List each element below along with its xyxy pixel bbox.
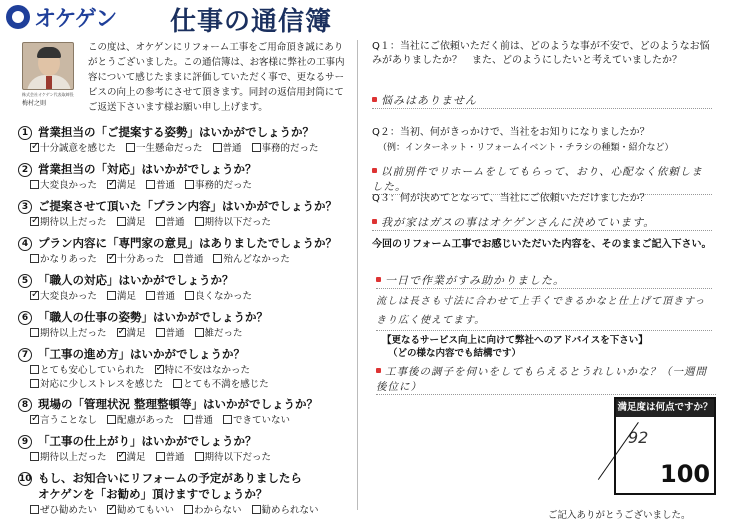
checkbox-icon[interactable] [30,180,39,189]
checkbox-icon[interactable] [107,291,116,300]
question-number: 9 [18,435,32,449]
option[interactable] [107,415,174,426]
satisfaction-max: 100 [660,460,711,488]
option[interactable] [213,254,290,265]
option-label: 普通 [222,143,242,154]
checkbox-icon[interactable] [223,415,232,424]
option[interactable] [117,328,146,339]
option-label: 言うことなし [40,415,98,426]
checkbox-icon[interactable] [30,254,39,263]
page-title: 仕事の通信簿 [170,7,333,37]
thanks-text: ご記入ありがとうございました。 [548,510,691,521]
option-row [18,251,354,265]
question-text [18,309,354,325]
checkbox-icon[interactable] [107,415,116,424]
option-label: 大変良かった [40,180,98,191]
option[interactable] [146,291,175,302]
option[interactable] [30,180,97,191]
question-7 [18,346,354,390]
satisfaction-score: 92 [628,428,649,447]
option[interactable] [30,217,107,228]
option-label: 満足 [117,291,137,302]
option-label: 普通 [156,180,176,191]
option-row [18,449,354,463]
checkbox-icon[interactable] [30,452,39,461]
option[interactable] [195,328,243,339]
option-label: 普通 [156,291,176,302]
option[interactable] [30,505,97,516]
option-label: 期待以上だった [40,328,107,339]
option[interactable] [30,143,116,154]
advice-question: 【更なるサービス向上に向けて弊社へのアドバイスを下さい】 [382,335,648,346]
q3-text: Q３：何が決めてとなって、当社にご依頼いただけましたか？ [372,193,650,204]
checkbox-icon[interactable] [252,505,261,514]
option-label: 事務的だった [195,180,253,191]
checkbox-icon[interactable] [185,180,194,189]
checkbox-icon[interactable] [213,254,222,263]
option[interactable] [174,254,203,265]
question-text [18,433,354,449]
option[interactable] [185,291,252,302]
question-label: 「工事の仕上がり」はいかがでしょうか？ [38,434,257,448]
question-text [18,346,354,362]
option-label: とても安心していられた [40,365,145,376]
question-label: 「職人の対応」はいかがでしょうか？ [38,273,234,287]
checkbox-icon[interactable] [30,365,39,374]
question-label: 営業担当の「対応」はいかがでしょうか？ [38,162,257,176]
option-row [18,325,354,339]
option-row [18,214,354,228]
q1-text: Q１：当社にご依頼いただく前は、どのような事が不安で、どのようなお悩みがありましたか？ また、どのようにしたいと考えていましたか？ [372,41,710,66]
option[interactable] [126,143,203,154]
question-text [18,124,354,140]
option-label: 大変良かった [40,291,98,302]
checkbox-icon[interactable] [156,328,165,337]
checkbox-icon[interactable] [126,143,135,152]
option-label: 満足 [126,452,146,463]
option[interactable] [223,415,290,426]
option-label: 十分あった [116,254,165,265]
option[interactable] [156,217,185,228]
q2-text: Q２：当初、何がきっかけで、当社をお知りになりましたか？ [372,127,650,138]
question-number: 2 [18,163,32,177]
checkbox-icon[interactable] [184,505,193,514]
option-label: 普通 [165,217,185,228]
option-label: 普通 [165,328,185,339]
option[interactable] [195,452,272,463]
question-text [18,198,354,214]
checked-checkbox-icon[interactable] [30,143,39,152]
checkbox-icon[interactable] [213,143,222,152]
checkbox-icon[interactable] [174,254,183,263]
option-label: 満足 [117,180,137,191]
option-row [18,362,354,376]
option-label: 対応に少しストレスを感じた [40,379,164,390]
question-label: 営業担当の「ご提案する姿勢」はいかがでしょうか？ [38,125,314,139]
option-label: 特に不安はなかった [164,365,251,376]
option[interactable] [184,505,242,516]
checkbox-icon[interactable] [184,415,193,424]
checkbox-icon[interactable] [146,291,155,300]
checkbox-icon[interactable] [195,328,204,337]
option[interactable] [107,180,136,191]
option[interactable] [30,328,107,339]
option-label: 勧められない [261,505,319,516]
impressions-answer-1: 一日で作業がすみ助かりました。 [376,272,712,289]
option[interactable] [107,254,164,265]
option-row [18,376,354,390]
logo-mark-icon [6,5,30,29]
option-label: 雑だった [204,328,243,339]
logo-text: オケゲン [34,7,117,32]
option[interactable] [30,415,97,426]
advice-question-note: （どの様な内容でも結構です） [388,348,522,359]
option-label: 普通 [165,452,185,463]
option-label: とても不満を感じた [183,379,269,390]
question-4 [18,235,354,265]
option-row [18,140,354,154]
option-label: 期待以下だった [204,217,272,228]
question-text [18,470,354,486]
option-label: 普通 [184,254,204,265]
q2-note: （例：インターネット・リフォームイベント・チラシの種類・紹介など） [378,143,674,153]
question-text [18,396,354,412]
q2-answer: 以前別件でリホームをしてもらって、おり、心配なく依頼しました。 [372,164,712,195]
option-label: 満足 [126,328,146,339]
option-label: 期待以上だった [40,452,107,463]
option[interactable] [185,180,252,191]
option-label: かなりあった [40,254,97,265]
question-text [18,235,354,251]
president-name: 梅村之則 [22,100,47,107]
question-label: 「職人の仕事の姿勢」はいかがでしょうか？ [38,310,268,324]
option[interactable] [107,291,136,302]
question-text [18,161,354,177]
checkbox-icon[interactable] [30,505,39,514]
question-label: ご提案させて頂いた「プラン内容」はいかがでしょうか？ [38,199,337,213]
q3-answer: 我が家はガスの事はオケゲンさんに決めています。 [372,214,712,231]
option[interactable] [30,452,107,463]
checked-checkbox-icon[interactable] [107,254,116,263]
checkbox-icon[interactable] [156,452,165,461]
checkbox-icon[interactable] [195,217,204,226]
question-label: プラン内容に「専門家の意見」はありましたでしょうか？ [38,236,337,250]
question-1 [18,124,354,154]
checkbox-icon[interactable] [252,143,261,152]
question-3 [18,198,354,228]
option-label: 殆んどなかった [223,254,290,265]
option-label: 十分誠意を感じた [40,143,117,154]
option-label: わからない [194,505,242,516]
question-number: 1 [18,126,32,140]
question-number: 8 [18,398,32,412]
question-6 [18,309,354,339]
option-label: 良くなかった [195,291,253,302]
question-number: 7 [18,348,32,362]
option[interactable] [195,217,272,228]
question-label: 現場の「管理状況 整理整頓等」はいかがでしょうか？ [38,397,319,411]
checked-checkbox-icon[interactable] [30,217,39,226]
option-label: 事務的だった [261,143,319,154]
checkbox-icon[interactable] [173,379,182,388]
checked-checkbox-icon[interactable] [107,505,116,514]
option-label: 配慮があった [117,415,174,426]
question-10 [18,470,354,516]
checkbox-icon[interactable] [195,452,204,461]
checkbox-icon[interactable] [185,291,194,300]
impressions-question: 今回のリフォーム工事でお感じいただいた内容を、そのままご記入下さい。 [372,239,712,250]
question-number: 3 [18,200,32,214]
checked-checkbox-icon[interactable] [155,365,164,374]
option[interactable] [173,379,269,390]
q1-answer: 悩みはありません [372,92,712,109]
option-row [18,177,354,191]
question-2 [18,161,354,191]
question-label: 「工事の進め方」はいかがでしょうか？ [38,347,245,361]
option[interactable] [213,143,242,154]
option-label: 満足 [126,217,146,228]
checked-checkbox-icon[interactable] [117,328,126,337]
option[interactable] [30,254,97,265]
checkbox-icon[interactable] [146,180,155,189]
option-label: 一生懸命だった [136,143,203,154]
option-label: 期待以下だった [204,452,272,463]
checked-checkbox-icon[interactable] [117,452,126,461]
question-number: 6 [18,311,32,325]
checkbox-icon[interactable] [30,328,39,337]
divider [357,40,358,510]
advice-answer: 工事後の調子を伺いをしてもらえるとうれしいかな？（一週間後位に） [376,364,716,395]
option[interactable] [30,365,145,376]
intro-text: この度は、オケゲンにリフォーム工事をご用命頂き誠にありがとうございました。この通信簿は、お客様に弊社の工事内容について感じたままに評価していただく事で、更なるサービスの向上の参考にさせて頂きます。同封の返信用封筒にてご返送下さいます様お願い申し上げます。 [88,42,345,113]
option-label: できていない [232,415,290,426]
option-row [18,412,354,426]
option-label: 勧めてもいい [117,505,175,516]
option-row [18,288,354,302]
president-photo [22,42,74,90]
option[interactable] [252,505,319,516]
option-label: ぜひ勧めたい [40,505,98,516]
question-text [18,272,354,288]
checkbox-icon[interactable] [156,217,165,226]
option[interactable] [107,505,174,516]
option[interactable] [155,365,251,376]
question-number: 4 [18,237,32,251]
question-8 [18,396,354,426]
checkbox-icon[interactable] [117,217,126,226]
checkbox-icon[interactable] [30,379,39,388]
question-5 [18,272,354,302]
satisfaction-title: 満足度は何点ですか？ [616,399,714,417]
option[interactable] [156,452,185,463]
question-9 [18,433,354,463]
option[interactable] [252,143,319,154]
option-row [18,502,354,516]
checked-checkbox-icon[interactable] [30,415,39,424]
president-caption: 株式会社オケゲン代表取締役 [22,92,74,97]
option[interactable] [117,217,146,228]
option-label: 普通 [193,415,213,426]
question-label: もし、お知合いにリフォームの予定がありましたら [38,471,302,485]
option[interactable] [156,328,185,339]
option[interactable] [30,291,97,302]
question-number: 10 [19,474,32,484]
option[interactable] [30,379,163,390]
question-label-line2: オケゲンを「お勧め」頂けますでしょうか？ [38,487,268,501]
option[interactable] [146,180,175,191]
checked-checkbox-icon[interactable] [30,291,39,300]
option-label: 期待以上だった [40,217,107,228]
impressions-answer-2: 流しは長さも寸法に合わせて上手くできるかなと仕上げて頂きすっきり広く使えてます。 [376,292,712,331]
question-number: 5 [18,274,32,288]
checked-checkbox-icon[interactable] [107,180,116,189]
option[interactable] [117,452,146,463]
option[interactable] [184,415,213,426]
